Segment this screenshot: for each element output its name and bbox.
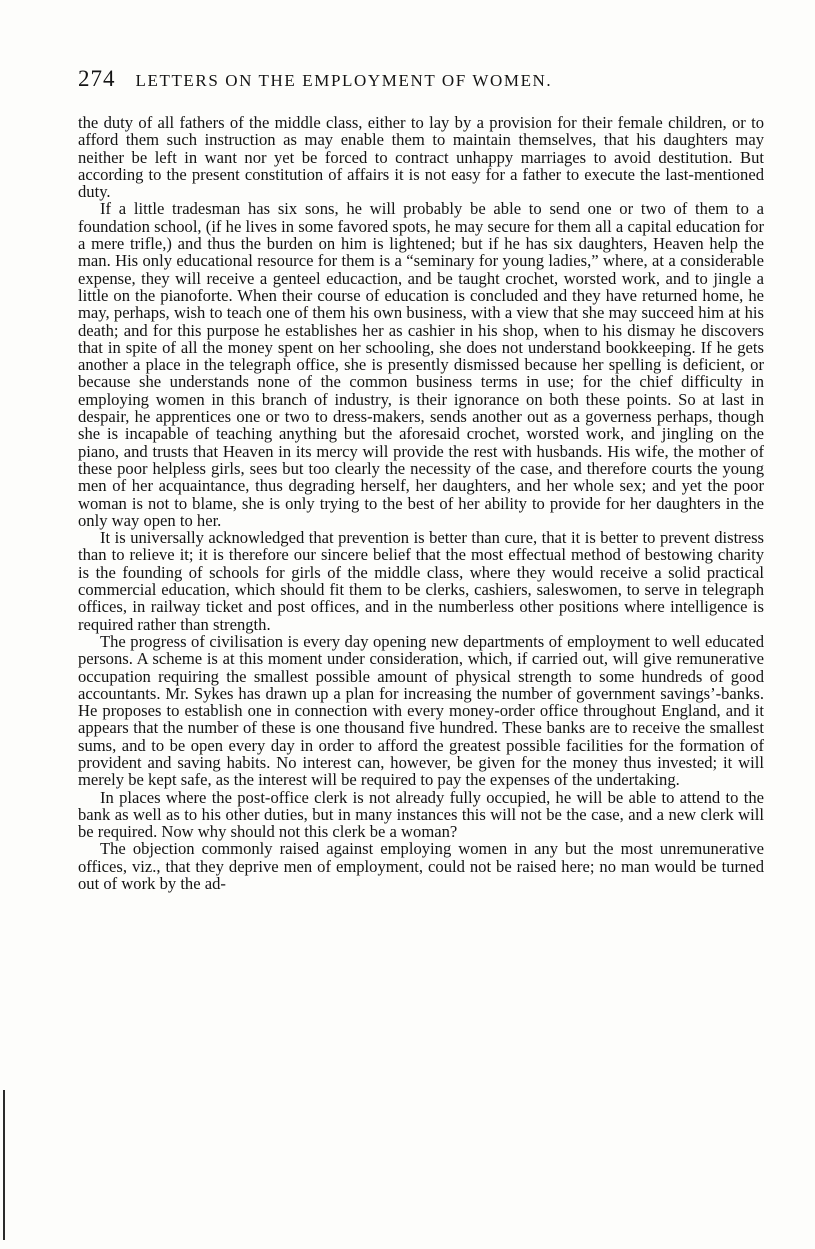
page-number: 274 [78, 66, 116, 91]
paragraph-civilisation: The progress of civilisation is every day opening new departments of employment to well educated persons. A scheme is at this moment under consideration, which, if carried out, will give remunerative occupation requiring the smallest possible amount of physical strength to some hundreds of good accountants. Mr. Sykes has drawn up a plan for increasing the number of government savings’-banks. He proposes to establish one in connection with every money-order office throughout England, and it appears that the number of these is one thousand five hundred. These banks are to receive the smallest sums, and to be open every day in order to afford the greatest possible facilities for the formation of provident and saving habits. No interest can, however, be given for the money thus invested; it will merely be kept safe, as the interest will be required to pay the expenses of the undertaking. [78, 631, 764, 790]
body-text [78, 114, 764, 892]
paragraph-tradesman: If a little tradesman has six sons, he will probably be able to send one or two of them to a foundation school, (if he lives in some favored spots, he may secure for them all a capital education for a mere trifle,) and thus the burden on him is lightened; but if he has six daughters, Heaven help the man. His only educational resource for them is a “seminary for young ladies,” where, at a considerable expense, they will receive a genteel educaction, and be taught crochet, worsted work, and to jingle a little on the pianoforte. When their course of education is concluded and they have returned home, he may, perhaps, wish to teach one of them his own business, with a view that she may succeed him at his death; and for this purpose he establishes her as cashier in his shop, when to his dismay he discovers that in spite of all the money spent on her schooling, she does not understand bookkeeping. If he gets another a place in the telegraph office, she is presently dismissed because her spelling is deficient, or because she understands none of the common business terms in use; for the chief difficulty in employing women in this branch of industry, is their ignorance on both these points. So at last in despair, he apprentices one or two to dress-makers, sends another out as a governess perhaps, though she is incapable of teaching anything but the aforesaid crochet, worsted work, and jingling on the piano, and trusts that Heaven in its mercy will provide the rest with husbands. His wife, the mother of these poor helpless girls, sees but too clearly the necessity of the case, and therefore courts the young men of her acquaintance, thus degrading herself, her daughters, and her whole sex; and yet the poor woman is not to blame, she is only trying to the best of her ability to provide for her daughters in the only way open to her. [78, 199, 764, 530]
scan-edge-line [3, 1090, 5, 1240]
running-title: LETTERS ON THE EMPLOYMENT OF WOMEN. [135, 71, 553, 90]
paragraph-prevention: It is universally acknowledged that prevention is better than cure, that it is better to prevent distress than to relieve it; it is therefore our sincere belief that the most effectual method of bestowing charity is the founding of schools for girls of the middle class, where they would receive a solid practical commercial education, which should fit them to be clerks, cashiers, saleswomen, to serve in telegraph offices, in railway ticket and post offices, and in the numberless other positions where intelligence is required rather than strength. [78, 528, 764, 634]
page-header [78, 66, 778, 96]
paragraph-post-office-clerk: In places where the post-office clerk is not already fully occupied, he will be able to attend to the bank as well as to his other duties, but in many instances this will not be the case, and a new clerk will be required. Now why should not this clerk be a woman? [78, 787, 764, 842]
paragraph-objection: The objection commonly raised against employing women in any but the most unremunerative offices, viz., that they deprive men of employment, could not be raised here; no man would be turned out of work by the ad- [78, 839, 764, 894]
paragraph-continued: the duty of all fathers of the middle class, either to lay by a provision for their female children, or to afford them such instruction as may enable them to maintain themselves, that his daughters may neither be left in want nor yet be forced to contract unhappy marriages to avoid destitution. But according to the present constitution of affairs it is not easy for a father to execute the last-mentioned duty. [78, 113, 764, 202]
